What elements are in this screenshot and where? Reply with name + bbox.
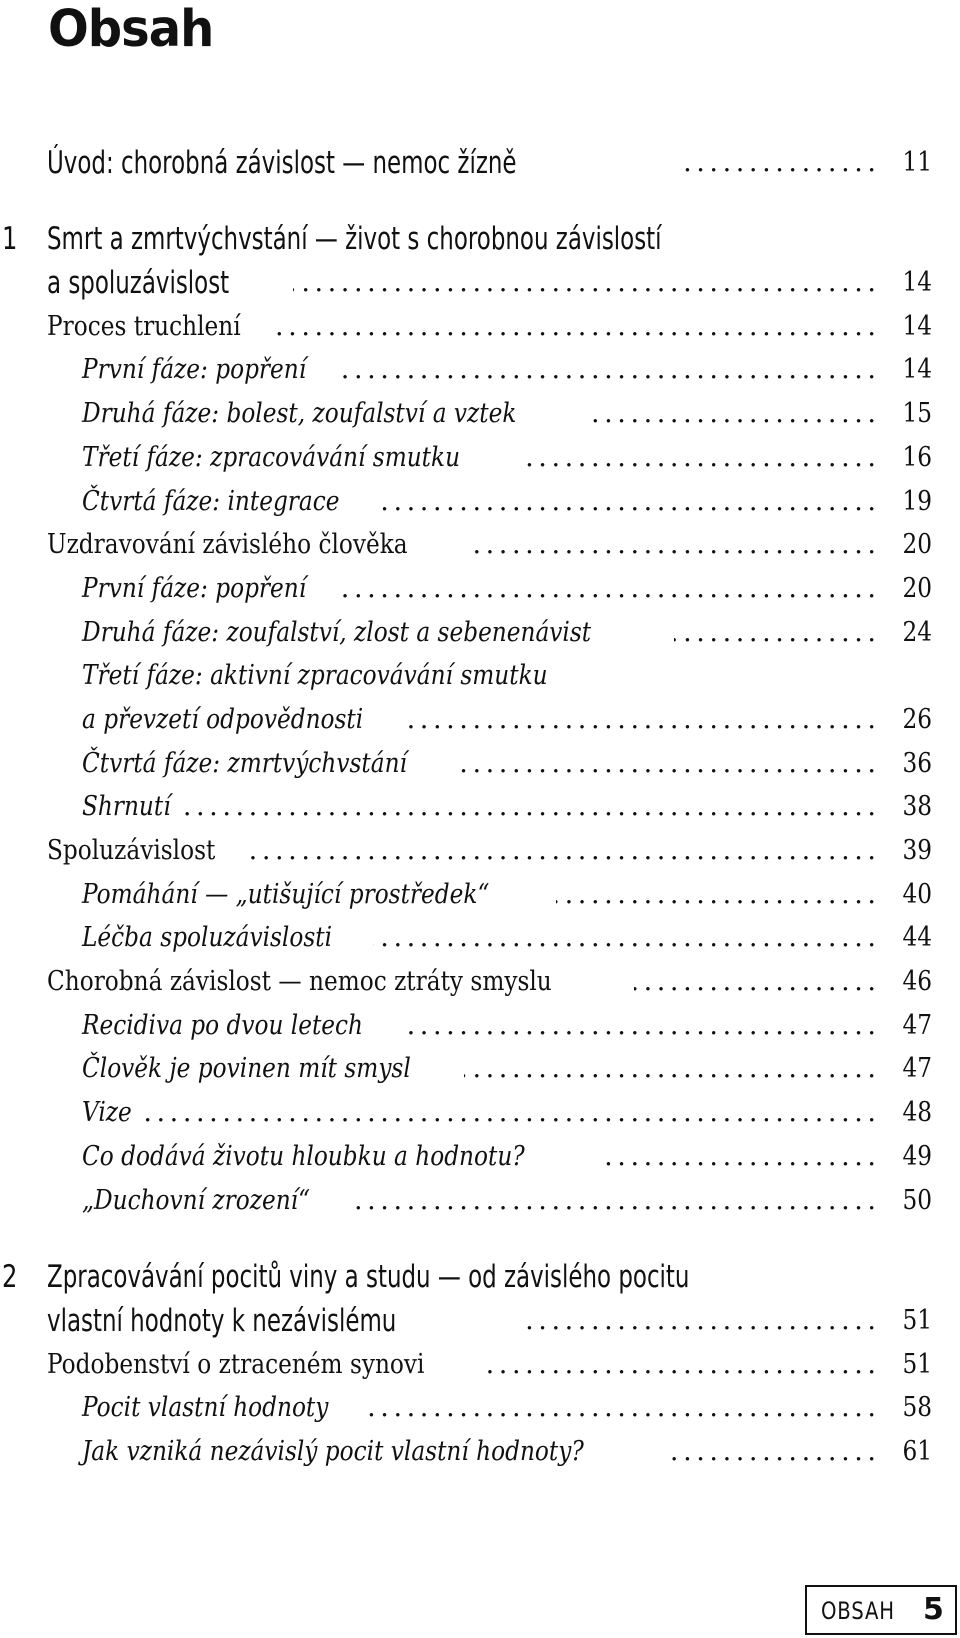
dot-leader [381, 485, 892, 519]
dot-leader [460, 747, 892, 781]
toc-page-number: 49 [902, 1140, 932, 1172]
toc-entry [0, 1092, 960, 1136]
toc-entry-title: Léčba spoluzávislosti [82, 922, 333, 954]
toc-page-number: 40 [902, 878, 932, 910]
toc-entry-line [47, 222, 932, 256]
toc-entry [0, 961, 960, 1005]
dot-leader [409, 703, 892, 737]
toc-entry-line [82, 397, 932, 431]
toc-entry-title: Pocit vlastní hodnoty [82, 1392, 329, 1424]
toc-entry-line [47, 146, 932, 180]
toc-page-number: 20 [902, 572, 932, 604]
dot-leader [343, 353, 892, 387]
dot-leader [522, 441, 892, 475]
toc-page-number: 50 [902, 1184, 932, 1216]
toc-entry-line [47, 1260, 932, 1294]
toc-entry-line [82, 1140, 932, 1174]
toc-page-number: 36 [902, 747, 932, 779]
toc-entry-title: vlastní hodnoty k nezávislému [47, 1302, 397, 1339]
toc-page-number: 19 [902, 485, 932, 517]
toc-page-number: 14 [902, 354, 932, 386]
toc-entry-line [82, 659, 932, 693]
toc-entry-line [82, 572, 932, 606]
toc-page-number: 38 [902, 791, 932, 823]
toc-entry [0, 1136, 960, 1180]
toc-entry-line [82, 441, 932, 475]
chapter-number: 1 [2, 221, 18, 258]
toc-page-number: 11 [902, 146, 932, 178]
toc-page-number: 24 [902, 616, 932, 648]
dot-leader [674, 616, 892, 650]
dot-leader [185, 790, 892, 824]
toc-entry-line [82, 790, 932, 824]
dot-leader [343, 572, 892, 606]
toc-page-number: 51 [902, 1348, 932, 1380]
toc-entry-title: Jak vzniká nezávislý pocit vlastní hodnoty? [82, 1435, 584, 1467]
dot-leader [681, 146, 892, 180]
toc-entry-line [47, 528, 932, 562]
toc-page-number: 16 [902, 441, 932, 473]
dot-leader [519, 1304, 892, 1338]
toc-entry [0, 306, 960, 350]
toc-entry [0, 219, 960, 263]
toc-entry-line [82, 1009, 932, 1043]
toc-entry-title: Třetí fáze: aktivní zpracovávání smutku [82, 660, 548, 692]
toc-entry-line [82, 878, 932, 912]
toc-entry-title: První fáze: popření [82, 354, 307, 386]
toc-page-number: 14 [902, 267, 932, 299]
dot-leader [272, 310, 892, 344]
toc-entry-title: a převzetí odpovědnosti [82, 703, 364, 735]
toc-entry-line [82, 1052, 932, 1086]
toc-entry [0, 350, 960, 394]
toc-entry [0, 874, 960, 918]
dot-leader [347, 1184, 892, 1218]
dot-leader [556, 878, 892, 912]
toc-entry [0, 262, 960, 306]
toc-entry [0, 525, 960, 569]
toc-entry-title: Úvod: chorobná závislost — nemoc žízně [47, 144, 517, 181]
toc-entry-title: Spoluzávislost [47, 835, 216, 866]
toc-entry-title: První fáze: popření [82, 572, 307, 604]
toc-page-number: 26 [902, 703, 932, 735]
toc-entry-line [82, 1435, 932, 1469]
dot-leader [140, 1096, 892, 1130]
toc-page-number: 14 [902, 310, 932, 342]
toc-entry-title: Člověk je povinen mít smysl [82, 1053, 411, 1085]
dot-leader [486, 1348, 892, 1382]
toc-page-number: 58 [902, 1392, 932, 1424]
toc-entry-line [82, 1391, 932, 1425]
toc-entry [0, 699, 960, 743]
toc-entry-line [47, 834, 932, 868]
toc-entry [0, 1180, 960, 1224]
toc-entry-line [47, 1304, 932, 1338]
toc-entry-title: Recidiva po dvou letech [82, 1009, 364, 1041]
toc-entry [0, 393, 960, 437]
toc-entry-title: Druhá fáze: zoufalství, zlost a sebenenávist [82, 616, 592, 648]
toc-entry-line [82, 616, 932, 650]
toc-entry-title: Druhá fáze: bolest, zoufalství a vztek [82, 398, 517, 430]
toc-entry [0, 787, 960, 831]
dot-leader [597, 1140, 892, 1174]
toc-entry [0, 612, 960, 656]
toc-entry-line [82, 921, 932, 955]
toc-page-number: 47 [902, 1053, 932, 1085]
toc-entry [0, 1005, 960, 1049]
toc-entry-line [47, 266, 932, 300]
dot-leader [464, 1052, 892, 1086]
toc-page-number: 20 [902, 529, 932, 561]
toc-entry-title: Chorobná závislost — nemoc ztráty smyslu [47, 966, 552, 998]
toc-entry-title: a spoluzávislost [47, 265, 230, 302]
toc-entry-title: Smrt a zmrtvýchvstání — život s chorobnou závislostí [47, 221, 662, 258]
toc-entry-line [47, 310, 932, 344]
page-title: Obsah [48, 0, 214, 59]
dot-leader [666, 1435, 893, 1469]
running-footer-label: OBSAH [821, 1597, 895, 1625]
toc-entry-title: Vize [82, 1097, 132, 1129]
toc-entry [0, 568, 960, 612]
toc-entry-title: Uzdravování závislého člověka [47, 529, 408, 561]
toc-entry [0, 1344, 960, 1388]
toc-entry-title: Čtvrtá fáze: zmrtvýchvstání [82, 747, 407, 779]
toc-entry [0, 1257, 960, 1301]
toc-page-number: 61 [902, 1435, 932, 1467]
toc-entry [0, 1388, 960, 1432]
toc-entry [0, 142, 960, 186]
toc-entry-title: Čtvrtá fáze: integrace [82, 485, 340, 517]
page-footer-box [805, 1585, 957, 1635]
toc-page-number: 44 [902, 922, 932, 954]
dot-leader [409, 1009, 892, 1043]
dot-leader [373, 921, 892, 955]
dot-leader [369, 1391, 893, 1425]
toc-entry-line [82, 1096, 932, 1130]
toc-entry-line [82, 703, 932, 737]
toc-entry-title: Podobenství o ztraceném synovi [47, 1348, 425, 1380]
toc-entry-title: Pomáhání — „utišující prostředek“ [82, 878, 490, 910]
toc-entry [0, 1431, 960, 1475]
toc-entry [0, 743, 960, 787]
toc-entry [0, 830, 960, 874]
toc-entry [0, 481, 960, 525]
toc-entry-title: Zpracovávání pocitů viny a studu — od závislého pocitu [47, 1259, 690, 1296]
dot-leader [587, 397, 892, 431]
toc-entry-title: Shrnutí [82, 791, 171, 823]
chapter-number: 2 [2, 1259, 18, 1296]
toc-entry [0, 1049, 960, 1093]
toc-entry-line [47, 965, 932, 999]
toc-page-number: 46 [902, 966, 932, 998]
dot-leader [634, 965, 892, 999]
toc-entry-line [47, 1348, 932, 1382]
toc-entry [0, 1300, 960, 1344]
table-of-contents [0, 142, 960, 1475]
toc-entry-line [82, 1184, 932, 1218]
toc-entry-line [82, 485, 932, 519]
dot-leader [293, 266, 892, 300]
dot-leader [466, 528, 892, 562]
toc-page-number: 48 [902, 1097, 932, 1129]
dot-leader [243, 834, 892, 868]
toc-entry [0, 656, 960, 700]
toc-entry-line [82, 747, 932, 781]
toc-page-number: 39 [902, 835, 932, 866]
toc-entry [0, 437, 960, 481]
toc-entry-title: Třetí fáze: zpracovávání smutku [82, 441, 461, 473]
toc-page-number: 47 [902, 1009, 932, 1041]
toc-page-number: 15 [902, 398, 932, 430]
toc-entry-title: Co dodává životu hloubku a hodnotu? [82, 1140, 525, 1172]
toc-entry-line [82, 353, 932, 387]
toc-entry [0, 918, 960, 962]
toc-page-number: 51 [902, 1304, 932, 1336]
toc-entry-title: Proces truchlení [47, 310, 241, 342]
toc-entry-title: „Duchovní zrození“ [82, 1184, 310, 1216]
page-number: 5 [923, 1592, 944, 1627]
